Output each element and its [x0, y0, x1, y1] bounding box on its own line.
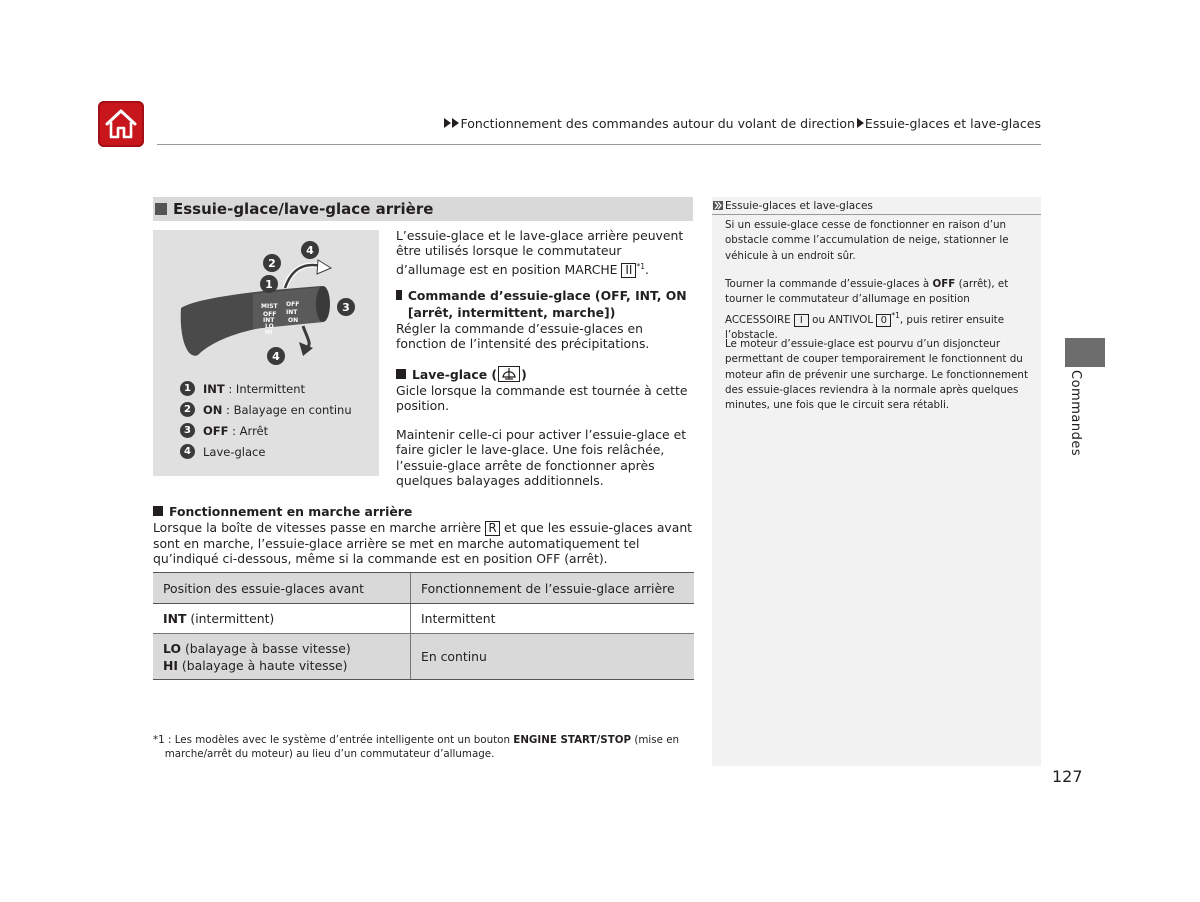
footnote [153, 733, 693, 761]
lever-label-off: OFF [263, 311, 277, 318]
reference-arrow-icon [713, 201, 723, 210]
breadcrumb-arrow-icon [857, 118, 864, 128]
footnote-ref: *1 [891, 310, 900, 320]
washer-heading-close: ) [521, 367, 527, 382]
reverse-heading-text: Fonctionnement en marche arrière [169, 504, 413, 519]
table-cell-text: (balayage à haute vitesse) [177, 657, 348, 673]
legend-term: INT [203, 381, 225, 396]
table-header: Position des essuie-glaces avant [153, 573, 411, 604]
intro-text: L’essuie-glace et le lave-glace arrière peuvent être utilisés lorsque le commutateur d’allumage est en position MARCHE [396, 228, 684, 277]
side-note-title: Essuie-glaces et lave-glaces [725, 199, 873, 212]
table-header: Fonctionnement de l’essuie-glace arrière [411, 573, 695, 604]
chapter-tab-label[interactable]: Commandes [1068, 370, 1083, 457]
footnote-ref: *1 [636, 261, 645, 271]
ignition-key-ii: II [621, 263, 636, 278]
breadcrumb-arrow-icon [452, 118, 459, 128]
legend-number: 3 [180, 423, 195, 438]
washer-section [396, 366, 694, 488]
lever-label-rear-on: ON [288, 317, 299, 324]
footnote-button-name: ENGINE START/STOP [513, 734, 632, 746]
table-cell: Intermittent [411, 604, 695, 634]
lever-label-rear-off: OFF [286, 301, 300, 308]
table-cell [153, 604, 411, 634]
table-cell-text: (intermittent) [186, 611, 275, 626]
table-cell-term: HI [163, 657, 178, 673]
section-bullet-icon [155, 203, 167, 215]
table-cell-text: (balayage à basse vitesse) [181, 640, 351, 656]
legend-number: 2 [180, 402, 195, 417]
subheading-bullet-icon [396, 290, 402, 300]
callout-4-bottom: 4 [272, 350, 280, 363]
section-title [153, 197, 693, 221]
ignition-key-i: I [794, 314, 809, 327]
footnote-text-start: : Les modèles avec le système d’entrée intelligente ont un bouton [164, 734, 514, 746]
home-button[interactable] [98, 101, 144, 147]
side-note-heading [712, 197, 1041, 215]
reverse-text [153, 520, 694, 567]
table-row [153, 604, 694, 634]
reverse-heading [153, 503, 694, 520]
side-paragraph-3: Le moteur d’essuie-glace est pourvu d’un disjoncteur permettant de couper temporairement le fonctionnent du moteur afin de prévenir une surcharge. Le fonctionnement des essuie-glaces reviendra à la normale après quelques minutes, une fois que le circuit sera rétabli. [725, 338, 1028, 412]
side-paragraph-2 [725, 277, 1030, 343]
legend-number: 4 [180, 444, 195, 459]
washer-heading-text: Lave-glace ( [412, 367, 498, 382]
wiper-lever-illustration [153, 230, 379, 370]
legend-item-off [180, 420, 352, 441]
table-cell [153, 634, 411, 680]
breadcrumb-link-wipers[interactable]: Essuie-glaces et lave-glaces [864, 116, 1041, 131]
lever-label-mist: MIST [261, 303, 278, 310]
legend-description: Lave-glace [203, 444, 266, 459]
lever-label-hi: HI [265, 329, 273, 336]
side-text: ou ANTIVOL [808, 313, 877, 326]
lever-label-lo: LO [265, 323, 274, 330]
subheading-bullet-icon [396, 369, 406, 379]
side-text-bold: OFF [932, 278, 956, 290]
table-cell: En continu [411, 634, 695, 680]
washer-paragraph-1: Gicle lorsque la commande est tournée à cette position. [396, 383, 688, 414]
legend-number: 1 [180, 381, 195, 396]
header-divider [157, 144, 1041, 145]
chapter-tab[interactable] [1065, 338, 1105, 367]
table-cell-term: INT [163, 611, 187, 626]
callout-1: 1 [265, 278, 273, 291]
reverse-section [153, 503, 694, 567]
callout-4-top: 4 [306, 244, 314, 257]
side-text: (arrêt), et tourner le commutateur d’allumage en position ACCESSOIRE [725, 278, 1009, 326]
reverse-gear-key: R [485, 521, 500, 536]
rear-wiper-table [153, 572, 694, 680]
lever-label-rear-int: INT [286, 309, 298, 316]
legend-item-on [180, 399, 352, 420]
table-header-row [153, 573, 694, 604]
lever-label-int: INT [263, 317, 275, 324]
ignition-key-0: 0 [876, 314, 891, 327]
washer-symbol-icon [498, 366, 520, 382]
washer-paragraph-2: Maintenir celle-ci pour activer l’essuie-glace et faire gicler le lave-glace. Une fois relâchée, l’essuie-glace arrête de fonctionner après quelques balayages additionnels. [396, 426, 687, 489]
wiper-control-section [396, 287, 694, 352]
side-paragraph-1: Si un essuie-glace cesse de fonctionner en raison d’un obstacle comme l’accumulation de neige, stationner le véhicule à un endroit sûr. [725, 219, 1009, 262]
reverse-text-start: Lorsque la boîte de vitesses passe en marche arrière [153, 520, 486, 535]
callout-3: 3 [342, 301, 350, 314]
legend-item-int [180, 378, 352, 399]
legend-term: OFF [203, 423, 229, 438]
side-text: Tourner la commande d’essuie-glaces à [725, 278, 933, 290]
footnote-mark: *1 [153, 734, 165, 746]
subheading-bullet-icon [153, 506, 163, 516]
table-cell-term: LO [163, 640, 181, 656]
breadcrumb [444, 116, 1041, 131]
footnote-text-end: (mise en marche/arrêt du moteur) au lieu d’un commutateur d’allumage. [164, 734, 680, 760]
legend-description: : Intermittent [224, 381, 306, 396]
side-text: , puis retirer ensuite l’obstacle. [725, 313, 1005, 341]
legend-item-washer [180, 441, 352, 462]
washer-heading [396, 366, 694, 383]
wiper-control-heading-text: Commande d’essuie-glace (OFF, INT, ON [arrêt, intermittent, marche]) [407, 288, 687, 320]
figure-legend [180, 378, 352, 462]
breadcrumb-arrow-icon [444, 118, 451, 128]
section-title-text: Essuie-glace/lave-glace arrière [173, 200, 434, 218]
wiper-control-text: Régler la commande d’essuie-glaces en fonction de l’intensité des précipitations. [396, 321, 650, 352]
legend-description: : Balayage en continu [222, 402, 352, 417]
intro-paragraph [396, 228, 694, 278]
table-row [153, 634, 694, 680]
legend-description: : Arrêt [228, 423, 269, 438]
intro-period: . [644, 261, 649, 277]
breadcrumb-link-controls[interactable]: Fonctionnement des commandes autour du volant de direction [460, 116, 855, 131]
side-note-panel [712, 197, 1041, 766]
wiper-control-heading [396, 287, 694, 321]
callout-2: 2 [268, 257, 276, 270]
home-icon [104, 108, 138, 140]
reverse-text-end: et que les essuie-glaces avant sont en marche, l’essuie-glace arrière se met en marche automatiquement tel qu’indiqué ci-dessous, même si la commande est en position OFF (arrêt). [153, 520, 693, 567]
legend-term: ON [203, 402, 223, 417]
page-number: 127 [1052, 767, 1083, 786]
